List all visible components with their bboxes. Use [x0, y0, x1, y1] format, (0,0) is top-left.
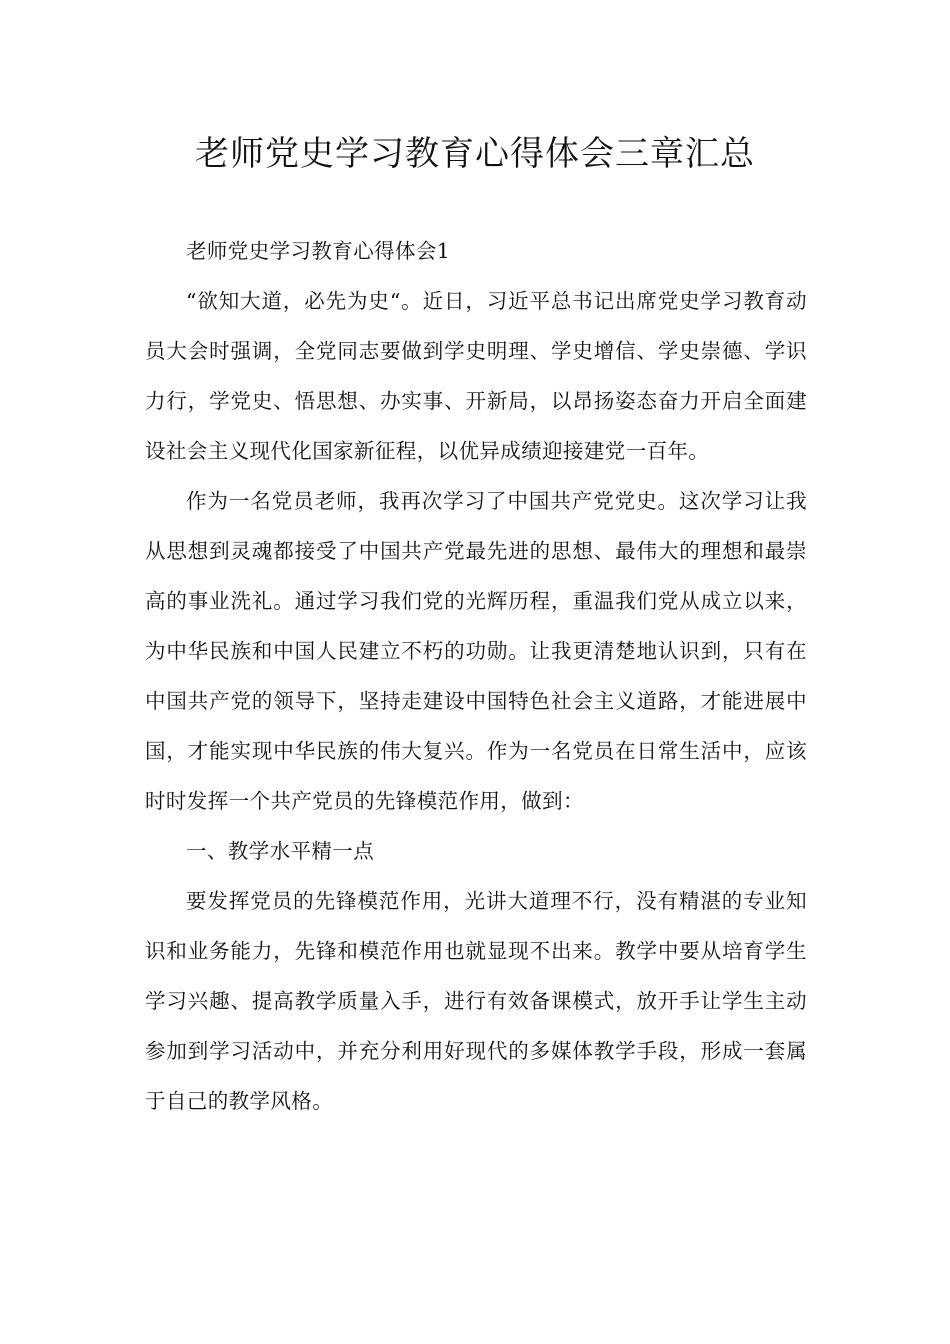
section-heading-teaching: 一、教学水平精一点	[186, 839, 375, 863]
paragraph-teaching: 要发挥党员的先锋模范作用，光讲大道理不行，没有精湛的专业知识和业务能力，先锋和模范作用也就显现不出来。教学中要从培育学生学习兴趣、提高教学质量入手，进行有效备课模式，放开手让学生主动参加到学习活动中，并充分利用好现代的多媒体教学手段，形成一套属于自己的教学风格。	[145, 889, 807, 1113]
paragraph-reflection: 作为一名党员老师，我再次学习了中国共产党党史。这次学习让我从思想到灵魂都接受了中国共产党最先进的思想、最伟大的理想和最崇高的事业洗礼。通过学习我们党的光辉历程，重温我们党从成立以来，为中华民族和中国人民建立不朽的功勋。让我更清楚地认识到，只有在中国共产党的领导下，坚持走建设中国特色社会主义道路，才能进展中国，才能实现中华民族的伟大复兴。作为一名党员在日常生活中，应该时时发挥一个共产党员的先锋模范作用，做到：	[145, 489, 807, 813]
subheading-article-1: 老师党史学习教育心得体会1	[186, 239, 451, 263]
document-body	[145, 226, 807, 1126]
document-title: 老师党史学习教育心得体会三章汇总	[195, 134, 755, 174]
paragraph-intro: “欲知大道，必先为史“。近日，习近平总书记出席党史学习教育动员大会时强调，全党同志要做到学史明理、学史增信、学史崇德、学识力行，学党史、悟思想、办实事、开新局，以昂扬姿态奋力开启全面建设社会主义现代化国家新征程，以优异成绩迎接建党一百年。	[145, 289, 807, 463]
